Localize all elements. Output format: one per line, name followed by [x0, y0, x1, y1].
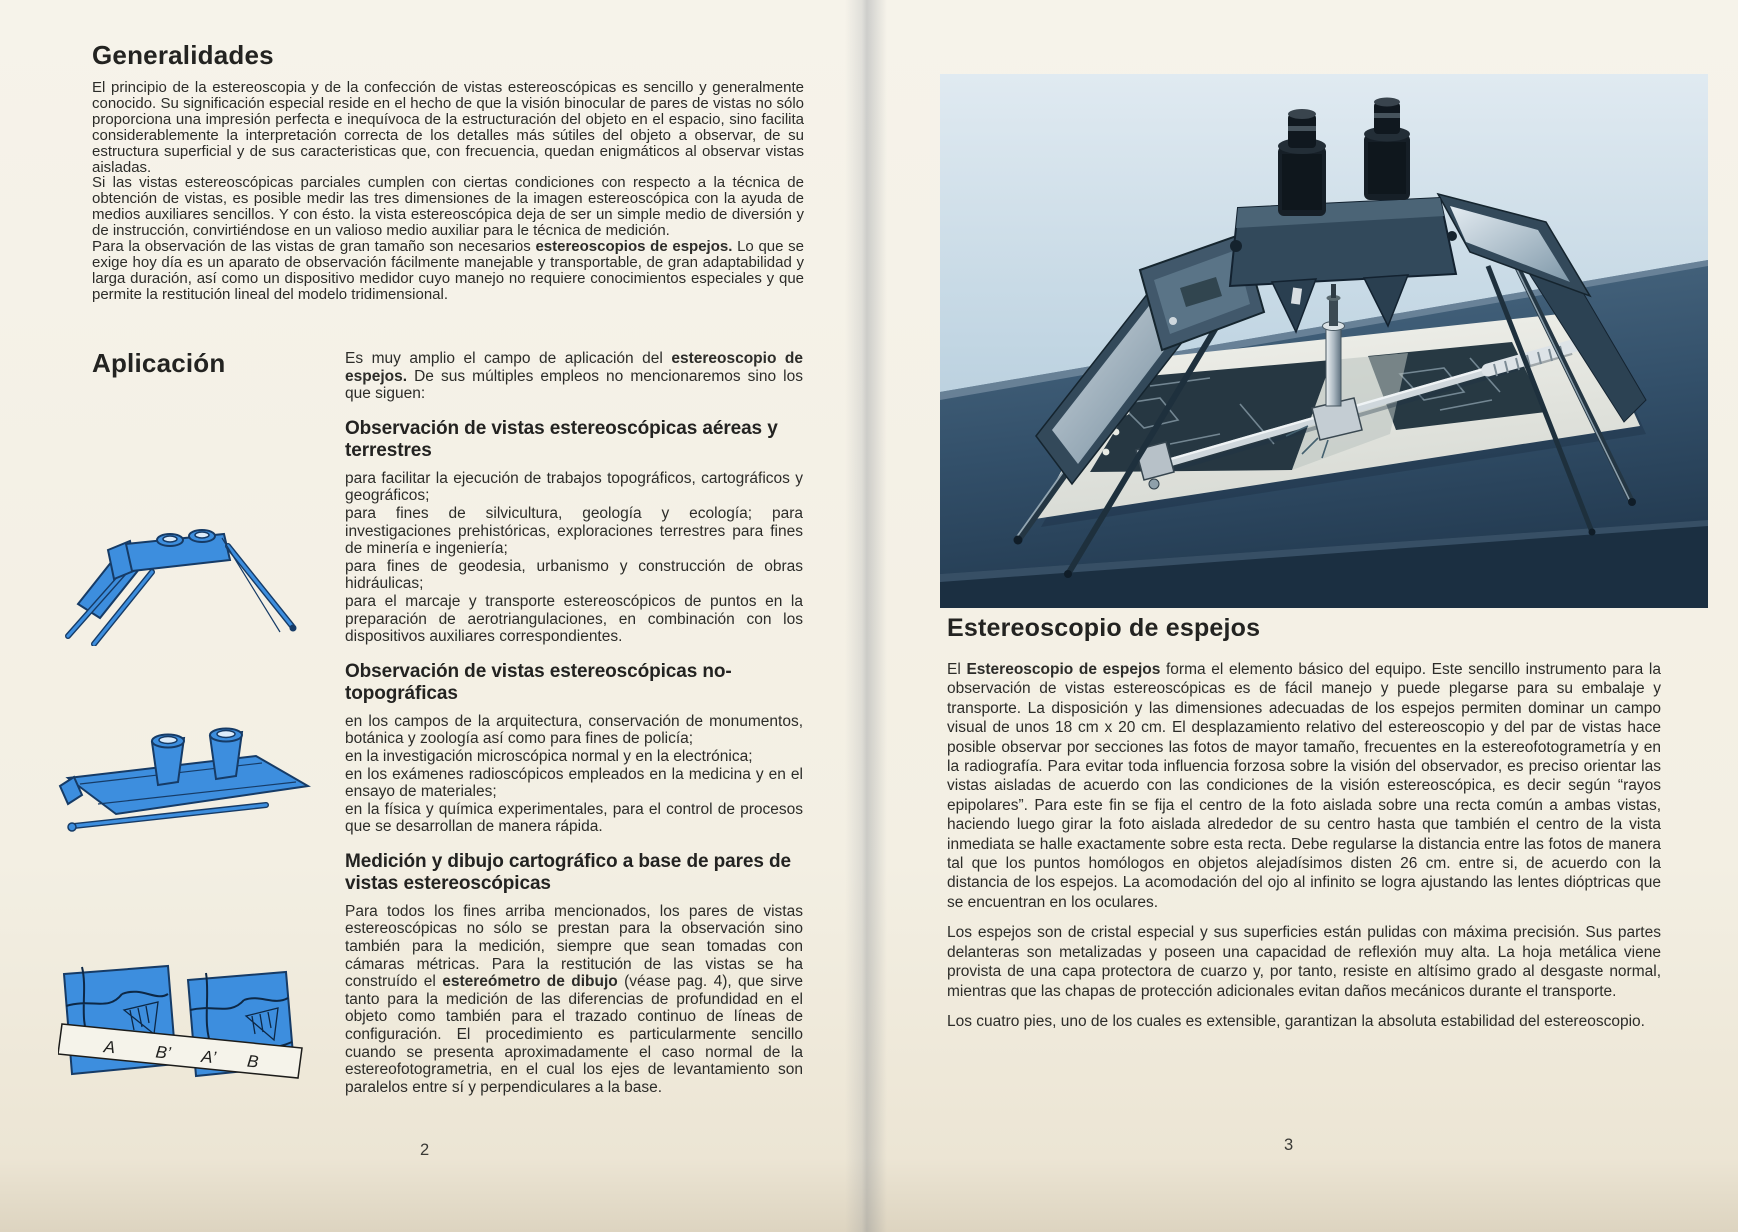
text-run: (véase pag. 4), que sirve tanto para la medición de las diferencias de profundidad en el objeto como también para el trazado continuo de líneas de configuración. El procedimiento es particularmente sencillo cuando se presenta aproximadamente el caso normal de la estereofotogrametria, en el cual los ejes de levantamiento son paralelos entre sí y perpendiculares a la base.	[345, 973, 803, 1096]
bold-run: estereoscopios de espejos.	[535, 238, 733, 256]
paragraph: Los espejos son de cristal especial y sus superficies están pulidas con máxima precisión. Sus partes delanteras son metalizadas y poseen una capacidad de reflexión muy alta. La hoja metálica viene provista de una capa protectora de cuarzo y, por tanto, resiste en altísimo grado al desgaste normal, mientras que las chapas de protección adicionales evitan daños mecánicos durante el transporte.	[947, 924, 1661, 1000]
subheading-no-topograficas: Observación de vistas estereoscópicas no-topográficas	[345, 660, 732, 705]
list-item: para el marcaje y transporte estereoscópicos de puntos en la preparación de aerotriangulaciones, en combinación con los dispositivos auxiliares correspondientes.	[345, 592, 803, 646]
text-run: Para todos los fines arriba mencionados, los pares de vistas estereoscópicas no sólo se prestan para la observación sino también para la medición, siempre que sean tomadas con cámaras métricas. Para la restitución de las vistas se ha construído el	[345, 902, 803, 991]
strip-label-a: A	[102, 1037, 117, 1058]
text-run: Lo que se exige hoy día es un aparato de observación fácilmente manejable y transportable, de gran adaptabilidad y larga duración, así como un dispositivo medidor cuyo manejo no requiere conocimientos especiales y que permite la restitución lineal del modelo tridimensional.	[92, 238, 804, 303]
list-item: en la física y química experimentales, para el control de procesos que se desarrollan de manera rápida.	[345, 800, 803, 836]
subheading-medicion-dibujo: Medición y dibujo cartográfico a base de pares de vistas estereoscópicas	[345, 850, 791, 895]
paragraph: Los cuatro pies, uno de los cuales es extensible, garantizan la absoluta estabilidad del estereoscopio.	[947, 1012, 1645, 1030]
paragraph: El principio de la estereoscopia y de la confección de vistas estereoscópicas es sencillo y generalmente conocido. Su significación especial reside en el hecho de que la visión binocular de pares de vistas no sólo proporciona una impresión perfecta e inequívoca de la estructuración del objeto en el espacio, sino facilita considerablemente la interpretación correcta de los detalles más sútiles del objeto a observar, de su estructura superficial y de sus caracteristicas que, con frecuencia, quedan enigmáticos al observar vistas aisladas.	[92, 79, 804, 176]
figure2-art	[60, 729, 308, 832]
figure-map-pair	[58, 948, 310, 1096]
list-item: para fines de silvicultura, geología y ecología; para investigaciones prehistóricas, exploraciones terrestres para fines de minería e ingeniería;	[345, 504, 803, 558]
aplicacion-column	[345, 350, 803, 1096]
section-body	[345, 903, 803, 1097]
text-run: De sus múltiples empleos no mencionaremos sino los que siguen:	[345, 367, 803, 403]
strip-label-a-prime: A’	[200, 1046, 217, 1068]
aplicacion-intro	[345, 350, 803, 403]
text-run: El	[947, 661, 967, 678]
section-body	[345, 470, 803, 646]
figure3-art	[58, 966, 302, 1078]
subheading-vistas-aereas: Observación de vistas estereoscópicas aéreas y terrestres	[345, 417, 778, 462]
list-item: en los campos de la arquitectura, conservación de monumentos, botánica y zoología así como para fines de policía;	[345, 712, 803, 748]
paragraph	[92, 239, 804, 303]
list-item: para fines de geodesia, urbanismo y construcción de obras hidráulicas;	[345, 557, 803, 593]
heading-estereoscopio: Estereoscopio de espejos	[947, 614, 1261, 642]
page-fold	[845, 0, 887, 1232]
text-run: Es muy amplio el campo de aplicación del	[345, 350, 672, 367]
paragraph: Si las vistas estereoscópicas parciales cumplen con ciertas condiciones con respecto a la técnica de obtención de vistas, es posible medir las tres dimensiones de la imagen estereoscópica con la ayuda de medios auxiliares sencillos. Y con ésto. la vista estereoscópica deja de ser un simple medio de diversión y de instrucción, convirtiéndose en un valioso medio auxiliar para le técnica de medición.	[92, 174, 804, 240]
section-body	[345, 713, 803, 836]
generalidades-text	[92, 80, 804, 303]
estereoscopio-text	[947, 660, 1661, 1042]
heading-generalidades: Generalidades	[92, 40, 274, 70]
page-number-right: 3	[1284, 1136, 1294, 1154]
bold-run: Estereoscopio de espejos	[966, 661, 1161, 678]
list-item: para facilitar la ejecución de trabajos topográficos, cartográficos y geográficos;	[345, 469, 803, 505]
text-run: forma el elemento básico del equipo. Este sencillo instrumento para la observación de vistas estereoscópicas es de fácil manejo y puede plegarse para su embalaje y transporte. La disposición y las dimensiones adecuadas de los espejos permiten dominar un campo visual de unos 18 cm x 20 cm. El desplazamiento relativo del estereoscopio y del par de vistas hace posible observar por secciones las fotos de mayor tamaño, frecuentes en la estereofotogrametría y en la radiografía. Para evitar toda influencia forzosa sobre la visión del observador, es preciso orientar las vistas aisladas de acuerdo con las condiciones de la visión estereoscópica, es decir según “rayos epipolares”. Para este fin se fija el centro de la foto aislada sobre una recta común a ambas vistas, haciendo luego girar la foto aislada alrededor de su centro hasta que también el centro de la vista inmediata se halle exactamente sobre esta recta. Debe regularse la distancia entre las fotos de manera tal que los puntos homólogos en objetos alejadísimos disten 26 cm. entre si, de acuerdo con la distancia de los espejos. La acomodación del ojo al infinito se logra ajustando las lentes dióptricas que se encuentran en los oculares.	[947, 661, 1662, 911]
list-item: en los exámenes radioscópicos empleados en la medicina y en el ensayo de materiales;	[345, 765, 803, 801]
figure-stereoscope-unfolding	[64, 486, 310, 646]
figure-stereoscope-folded-flat	[58, 702, 316, 842]
strip-label-b-prime: B’	[154, 1042, 172, 1063]
bold-run: estereómetro de dibujo	[442, 973, 618, 991]
measuring-column	[1326, 326, 1341, 406]
list-item: en la investigación microscópica normal y en la electrónica;	[345, 747, 753, 765]
text-run: Para la observación de las vistas de gran tamaño son necesarios	[92, 238, 536, 256]
stereoscope-photo	[940, 74, 1708, 608]
heading-aplicacion: Aplicación	[92, 348, 226, 378]
bold-run: estereoscopio de espejos.	[345, 350, 803, 385]
page-number-left: 2	[420, 1141, 430, 1159]
figure1-art	[68, 530, 297, 644]
paragraph	[947, 660, 1661, 912]
strip-label-b: B	[246, 1051, 260, 1072]
